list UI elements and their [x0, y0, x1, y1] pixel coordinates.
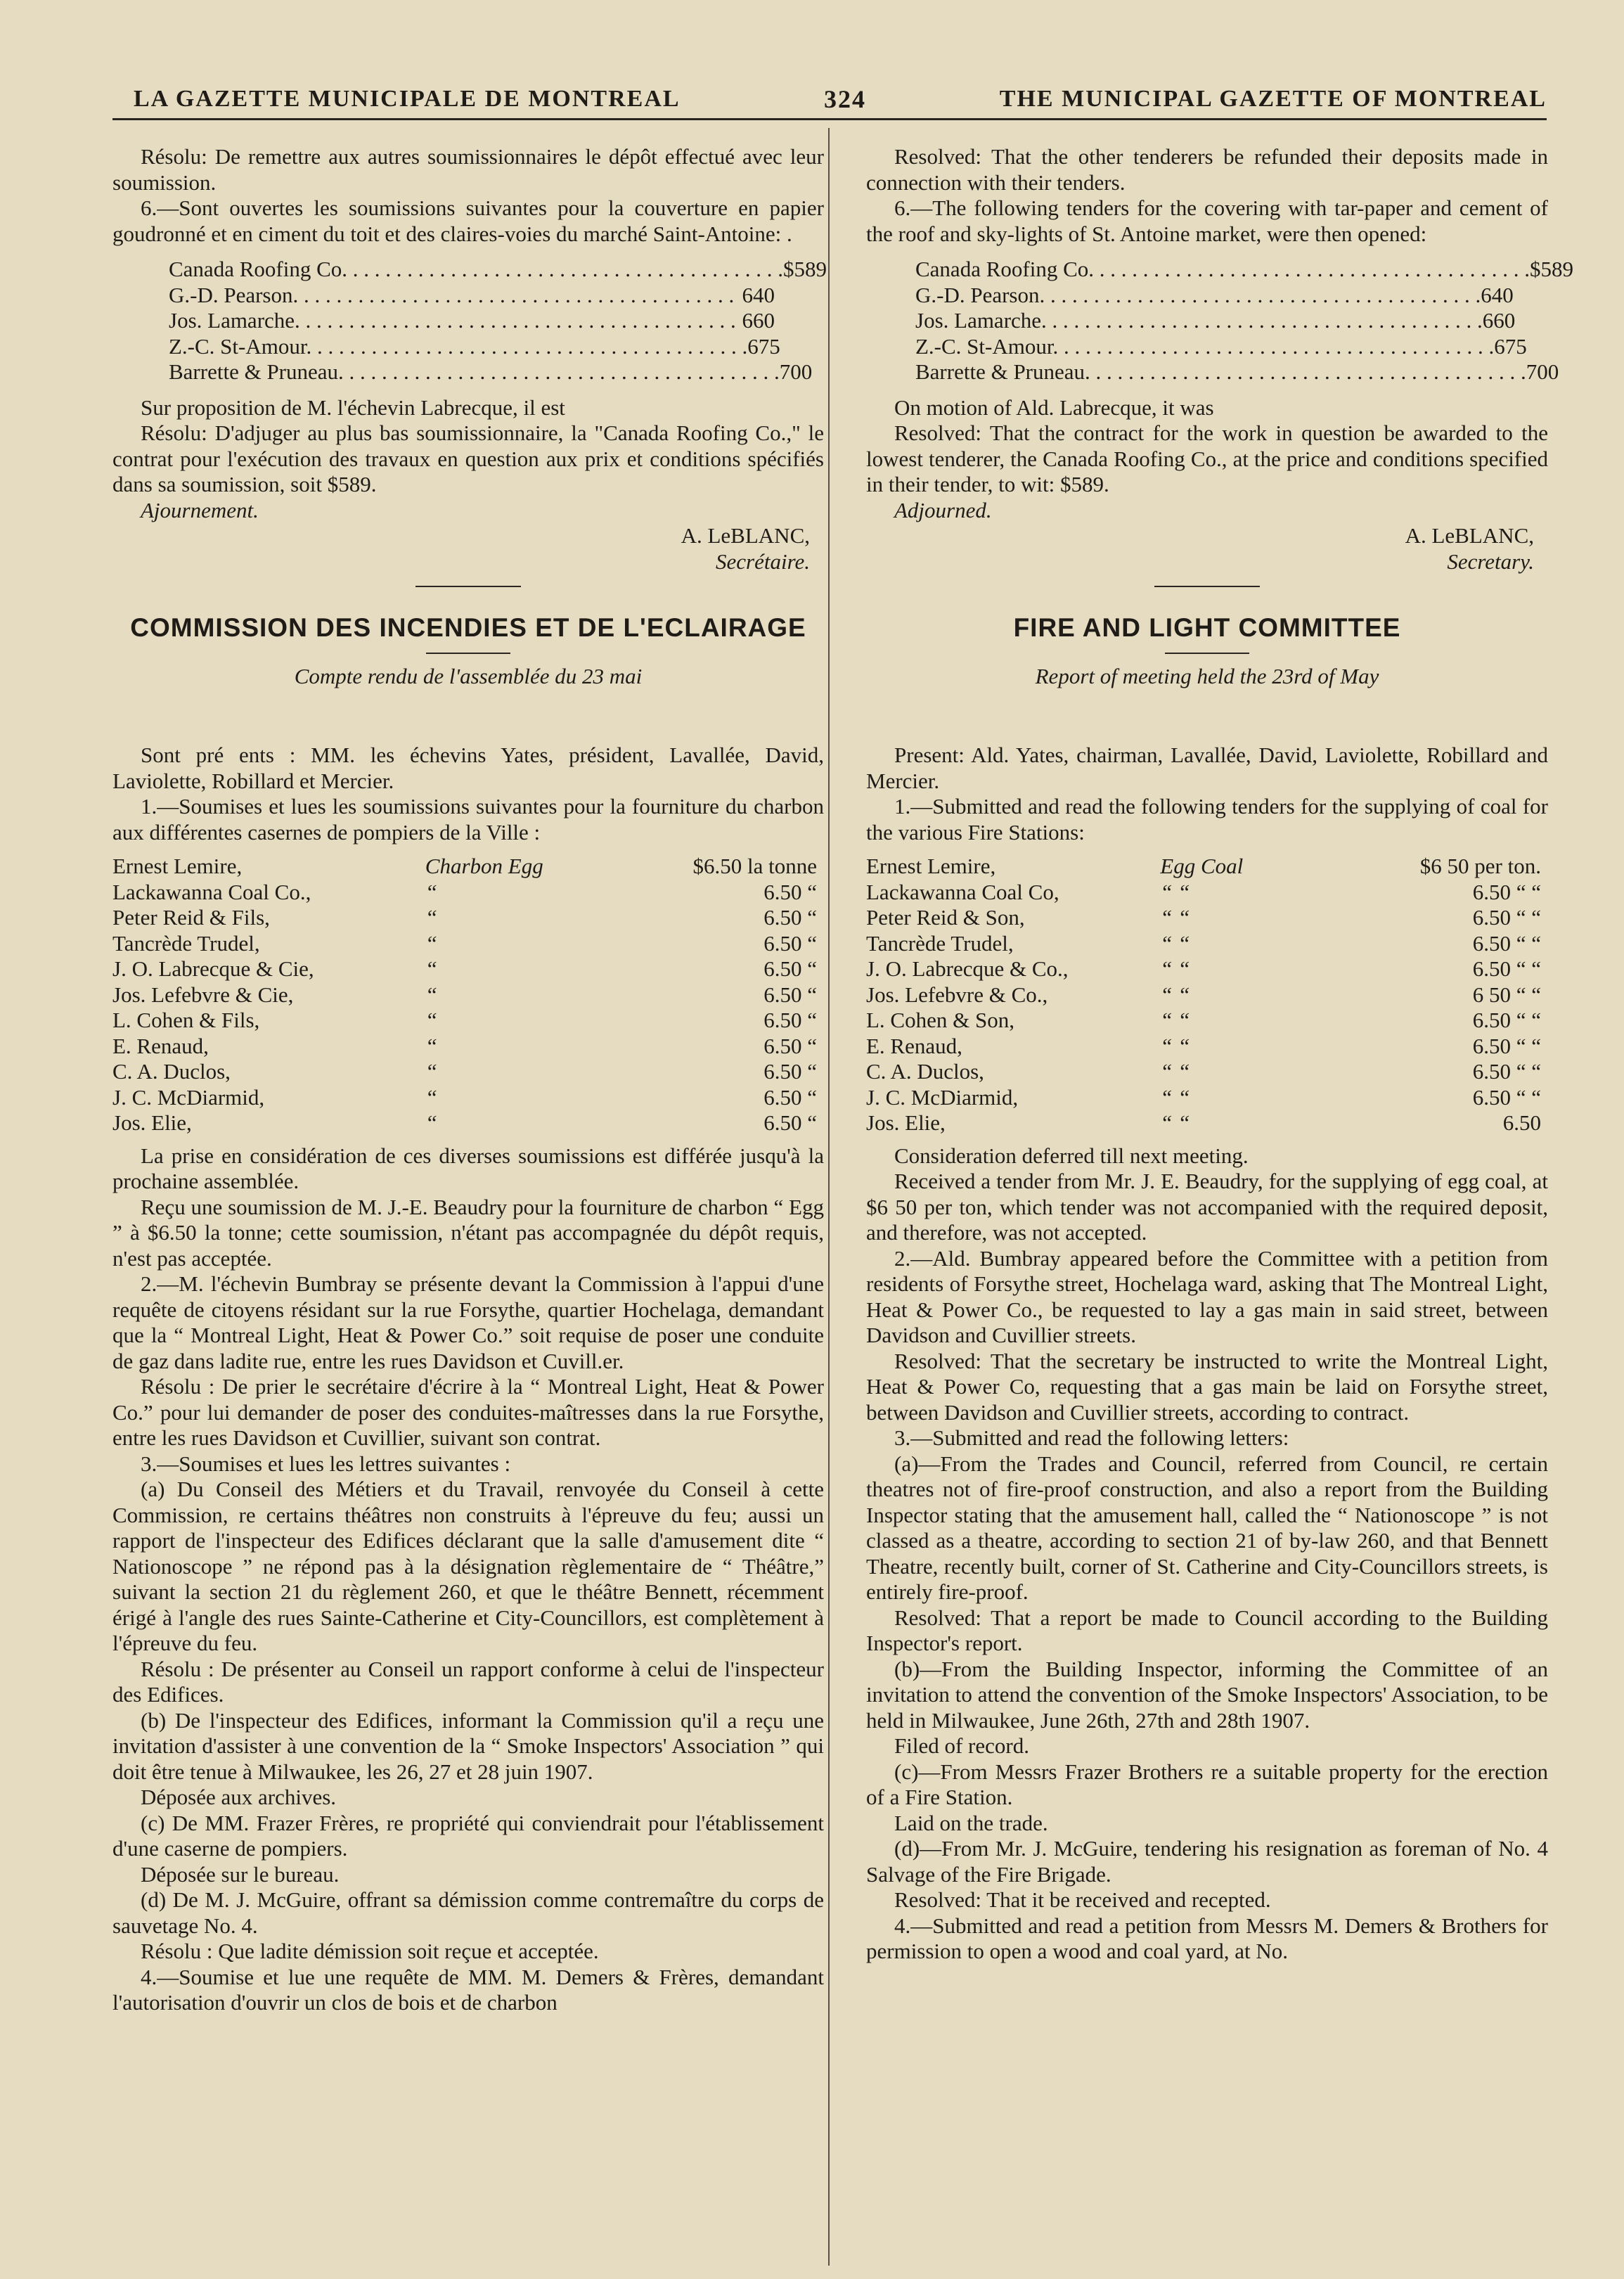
coal-tender-type: “ “	[1160, 956, 1190, 981]
tender-row	[169, 257, 827, 283]
tender-row	[915, 333, 1527, 360]
paragraph: Present: Ald. Yates, chairman, Lavallée, David, Laviolette, Robillard and Mercier.	[866, 743, 1548, 793]
paragraph: Résolu: De remettre aux autres soumissionnaires le dépôt effectué avec leur soumission.	[112, 144, 824, 195]
coal-tender-price: 6.50 “	[763, 1059, 817, 1084]
paragraph: (c) De MM. Frazer Frères, re propriété qui conviendrait pour l'établissement d'une caserne de pompiers.	[112, 1810, 824, 1861]
paragraph: 1.—Submitted and read the following tenders for the supplying of coal for the various Fire Stations:	[866, 794, 1548, 845]
paragraph: Résolu: D'adjuger au plus bas soumissionnaire, la "Canada Roofing Co.," le contrat pour l'exécution des travaux en question aux prix et conditions spécifiés dans sa soumission, soit $589.	[112, 421, 824, 496]
tender-amount: $589	[1530, 257, 1573, 281]
coal-tender-name: J. C. McDiarmid,	[112, 1084, 265, 1110]
coal-tender-type: “	[425, 905, 438, 930]
paragraph: Resolved: That a report be made to Council according to the Building Inspector's report.	[866, 1605, 1548, 1655]
paragraph: Déposée sur le bureau.	[141, 1861, 340, 1887]
paragraph: Filed of record.	[894, 1733, 1029, 1758]
paragraph: Résolu : De présenter au Conseil un rapport conforme à celui de l'inspecteur des Edifices.	[112, 1656, 824, 1707]
coal-tender-name: J. O. Labrecque & Co.,	[866, 956, 1069, 981]
heading-rule	[426, 653, 510, 654]
coal-tender-name: Jos. Lefebvre & Co.,	[866, 982, 1048, 1007]
tender-name: G.-D. Pearson. . . . . . . . . . . . . . . . . . . . . . . . . . . . . . . . . . . . . . . . .	[915, 282, 1481, 307]
coal-tender-name: Lackawanna Coal Co.,	[112, 879, 311, 904]
coal-tender-type: “	[425, 930, 438, 956]
signature-name: A. LeBLANC,	[1405, 523, 1534, 548]
coal-tender-name: Tancrède Trudel,	[112, 930, 260, 956]
coal-tender-name: Jos. Elie,	[866, 1110, 946, 1135]
coal-tender-name: J. C. McDiarmid,	[866, 1084, 1019, 1110]
coal-tender-type: “	[425, 1033, 438, 1058]
coal-tender-name: Tancrède Trudel,	[866, 930, 1014, 956]
paragraph: Sont pré ents : MM. les échevins Yates, président, Lavallée, David, Laviolette, Robillard et Mercier.	[112, 743, 824, 793]
english-column	[866, 144, 1573, 1965]
coal-tender-type: “ “	[1160, 1110, 1190, 1135]
tender-row	[915, 282, 1514, 309]
coal-tender-name: Peter Reid & Fils,	[112, 905, 270, 930]
coal-tender-price: 6.50 “ “	[1472, 1084, 1541, 1110]
section-heading: COMMISSION DES INCENDIES ET DE L'ECLAIRAGE	[130, 613, 806, 642]
paragraph: (a) Du Conseil des Métiers et du Travail, renvoyée du Conseil à cette Commission, re certains théâtres non construits à l'épreuve du feu; aussi un rapport de l'inspecteur des Edifices déclarant que la salle d'amusement dite “ Nationoscope ” ne répond pas à la désignation règlementaire de “ Théâtre,” suivant la section 21 du règlement 260, et que le théâtre Bennett, récemment érigé à l'angle des rues Sainte-Catherine et City-Councillors, est complètement à l'épreuve du feu.	[112, 1477, 824, 1655]
coal-tender-price: $6 50 per ton.	[1419, 854, 1541, 878]
section-subtitle: Report of meeting held the 23rd of May	[1035, 663, 1379, 688]
coal-tender-name: E. Renaud,	[866, 1033, 962, 1058]
tender-amount: 660	[742, 308, 775, 333]
tender-name: Canada Roofing Co. . . . . . . . . . . . . . . . . . . . . . . . . . . . . . . . . . . . . . . . .	[169, 257, 783, 281]
coal-tender-type: “	[425, 956, 438, 981]
roofing-tenders-table	[915, 257, 1573, 385]
coal-tender-name: Peter Reid & Son,	[866, 905, 1025, 930]
paragraph: 2.—M. l'échevin Bumbray se présente devant la Commission à l'appui d'une requête de citoyens résidant sur la rue Forsythe, quartier Hochelaga, demandant que la “ Montreal Light, Heat & Power Co.” soit requise de poser une conduite de gaz dans ladite rue, entre les rues Davidson et Cuvill.er.	[112, 1271, 824, 1373]
paragraph: Reçu une soumission de M. J.-E. Beaudry pour la fourniture de charbon “ Egg ” à $6.50 la tonne; cette soumission, n'étant pas accompagnée du dépôt requis, n'est pas acceptée.	[112, 1194, 824, 1271]
paragraph: 3.—Submitted and read the following letters:	[894, 1425, 1289, 1450]
coal-tender-price: 6.50	[1502, 1110, 1541, 1135]
tender-amount: $589	[783, 257, 827, 281]
paragraph: (d)—From Mr. J. McGuire, tendering his resignation as foreman of No. 4 Salvage of the Fire Brigade.	[866, 1836, 1548, 1887]
paragraph: Résolu : Que ladite démission soit reçue et acceptée.	[141, 1939, 599, 1963]
coal-tender-name: Jos. Elie,	[112, 1110, 192, 1135]
section-subtitle: Compte rendu de l'assemblée du 23 mai	[294, 663, 643, 688]
paragraph: 6.—The following tenders for the covering with tar-paper and cement of the roof and sky-lights of St. Antoine market, were then opened:	[866, 195, 1548, 246]
paragraph: (c)—From Messrs Frazer Brothers re a suitable property for the erection of a Fire Station.	[866, 1759, 1548, 1809]
coal-tender-type: “ “	[1160, 1008, 1190, 1032]
coal-tender-price: 6.50 “ “	[1472, 879, 1541, 904]
paragraph: Resolved: That the other tenderers be refunded their deposits made in connection with their tenders.	[866, 144, 1548, 195]
coal-tender-name: Lackawanna Coal Co,	[866, 879, 1059, 904]
tender-amount: 700	[1526, 359, 1559, 384]
page-header	[112, 79, 1547, 121]
paragraph: Sur proposition de M. l'échevin Labrecque, il est	[141, 394, 565, 420]
paragraph: La prise en considération de ces diverses soumissions est différée jusqu'à la prochaine assemblée.	[112, 1143, 824, 1193]
coal-tender-price: 6.50 “	[763, 879, 817, 904]
coal-tender-type: “	[425, 1008, 438, 1032]
paragraph: Resolved: That the contract for the work in question be awarded to the lowest tenderer, the Canada Roofing Co., at the price and conditions specified in their tender, to wit: $589.	[866, 421, 1548, 496]
tender-row	[915, 308, 1516, 334]
paragraph: On motion of Ald. Labrecque, it was	[894, 394, 1214, 420]
coal-tender-price: 6.50 “	[763, 982, 817, 1007]
coal-tender-price: $6.50 la tonne	[692, 854, 817, 878]
coal-tender-name: L. Cohen & Son,	[866, 1008, 1014, 1032]
coal-tender-price: 6.50 “	[763, 1084, 817, 1110]
page-number: 324	[824, 85, 866, 113]
paragraph: Received a tender from Mr. J. E. Beaudry, for the supplying of egg coal, at $6 50 per ton, which tender was not accompanied with the required deposit, and therefore, was not accepted.	[866, 1169, 1548, 1245]
coal-tender-price: 6.50 “	[763, 956, 817, 981]
tender-name: Z.-C. St-Amour. . . . . . . . . . . . . . . . . . . . . . . . . . . . . . . . . . . . . . . . .	[169, 333, 748, 359]
coal-tender-price: 6.50 “	[763, 1110, 817, 1135]
paragraph: 1.—Soumises et lues les soumissions suivantes pour la fourniture du charbon aux différentes casernes de pompiers de la Ville :	[112, 794, 824, 845]
coal-tender-price: 6.50 “	[763, 1033, 817, 1058]
adjournment: Adjourned.	[894, 497, 992, 522]
column-divider	[828, 128, 830, 2266]
tender-row	[169, 359, 813, 385]
tender-name: Canada Roofing Co. . . . . . . . . . . . . . . . . . . . . . . . . . . . . . . . . . . . . . . . .	[915, 257, 1530, 281]
paragraph: Resolved: That it be received and recepted.	[894, 1887, 1271, 1912]
coal-tenders-table	[112, 854, 824, 1136]
signature-title: Secrétaire.	[716, 548, 810, 574]
header-rule	[112, 118, 1547, 120]
signature-name: A. LeBLANC,	[681, 523, 810, 548]
signature-title: Secretary.	[1447, 548, 1534, 574]
coal-tender-type: “ “	[1160, 879, 1190, 904]
tender-amount: 675	[1494, 333, 1527, 359]
section-separator	[415, 586, 521, 587]
coal-tenders-table	[866, 854, 1548, 1136]
tender-amount: 640	[742, 282, 775, 307]
tender-name: Jos. Lamarche. . . . . . . . . . . . . . . . . . . . . . . . . . . . . . . . . . . . . . . . .	[915, 308, 1483, 333]
coal-tender-name: Ernest Lemire,	[112, 854, 243, 878]
coal-tender-name: E. Renaud,	[112, 1033, 209, 1058]
paragraph: 4.—Soumise et lue une requête de MM. M. Demers & Frères, demandant l'autorisation d'ouvrir un clos de bois et de charbon	[112, 1964, 824, 2015]
coal-tender-type: “ “	[1160, 905, 1190, 930]
coal-tender-type: “	[425, 1110, 438, 1135]
coal-tender-price: 6.50 “	[763, 1008, 817, 1032]
coal-tender-price: 6 50 “ “	[1472, 982, 1541, 1007]
coal-tender-price: 6.50 “ “	[1472, 1059, 1541, 1084]
coal-tender-price: 6.50 “ “	[1472, 1033, 1541, 1058]
coal-tender-name: L. Cohen & Fils,	[112, 1008, 260, 1032]
coal-tender-type: “	[425, 1059, 438, 1084]
coal-tender-type: “	[425, 982, 438, 1007]
coal-tender-type: “ “	[1160, 1084, 1190, 1110]
tender-row	[169, 308, 775, 334]
tender-amount: 660	[1482, 308, 1516, 333]
coal-tender-name: Ernest Lemire,	[866, 854, 996, 878]
paragraph: (d) De M. J. McGuire, offrant sa démission comme contremaître du corps de sauvetage No. 4.	[112, 1887, 824, 1938]
tender-name: Barrette & Pruneau. . . . . . . . . . . . . . . . . . . . . . . . . . . . . . . . . . . . . . . . .	[915, 359, 1526, 384]
coal-tender-price: 6.50 “ “	[1472, 930, 1541, 956]
header-french-title: LA GAZETTE MUNICIPALE DE MONTREAL	[134, 86, 681, 112]
coal-tender-type: “ “	[1160, 982, 1190, 1007]
coal-tender-type: “	[425, 879, 438, 904]
coal-tender-price: 6.50 “ “	[1472, 1008, 1541, 1032]
paragraph: (b) De l'inspecteur des Edifices, informant la Commission qu'il a reçu une invitation d'assister à une convention de la “ Smoke Inspectors' Association ” qui doit être tenue à Milwaukee, les 26, 27 et 28 juin 1907.	[112, 1707, 824, 1784]
tender-row	[169, 283, 775, 309]
tender-name: Jos. Lamarche. . . . . . . . . . . . . . . . . . . . . . . . . . . . . . . . . . . . . . . . .	[169, 308, 736, 333]
paragraph: 4.—Submitted and read a petition from Messrs M. Demers & Brothers for permission to open a wood and coal yard, at No.	[866, 1913, 1548, 1963]
tender-amount: 675	[747, 333, 780, 359]
paragraph: Resolved: That the secretary be instructed to write the Montreal Light, Heat & Power Co, requesting that a gas main be laid on Forsythe street, between Davidson and Cuvillier streets, according to contract.	[866, 1348, 1548, 1425]
paragraph: Résolu : De prier le secrétaire d'écrire à la “ Montreal Light, Heat & Power Co.” pour lui demander de poser des conduites-maîtresses dans la rue Forsythe, entre les rues Davidson et Cuvillier, suivant son contrat.	[112, 1374, 824, 1450]
coal-tender-type: “ “	[1160, 930, 1190, 956]
section-heading: FIRE AND LIGHT COMMITTEE	[1013, 613, 1401, 642]
paragraph: Déposée aux archives.	[141, 1785, 337, 1809]
paragraph: 2.—Ald. Bumbray appeared before the Committee with a petition from residents of Forsythe street, Hochelaga ward, asking that The Montreal Light, Heat & Power Co., be requested to lay a gas main in said street, between Davidson and Cuvillier streets.	[866, 1245, 1548, 1347]
coal-tender-type: “ “	[1160, 1059, 1190, 1084]
heading-rule	[1165, 653, 1249, 654]
tender-name: Barrette & Pruneau. . . . . . . . . . . . . . . . . . . . . . . . . . . . . . . . . . . . . . . . .	[169, 359, 780, 384]
paragraph: Consideration deferred till next meeting.	[894, 1143, 1249, 1168]
coal-tender-name: Jos. Lefebvre & Cie,	[112, 982, 294, 1007]
tender-name: Z.-C. St-Amour. . . . . . . . . . . . . . . . . . . . . . . . . . . . . . . . . . . . . . . . .	[915, 333, 1495, 359]
coal-tender-type: “ “	[1160, 1033, 1190, 1058]
header-english-title: THE MUNICIPAL GAZETTE OF MONTREAL	[999, 86, 1547, 112]
coal-tender-price: 6.50 “	[763, 930, 817, 956]
coal-tender-type: “	[425, 1084, 438, 1110]
paragraph: 3.—Soumises et lues les lettres suivantes :	[141, 1451, 511, 1476]
section-separator	[1154, 586, 1260, 587]
coal-tender-type: Egg Coal	[1160, 854, 1244, 878]
adjournment: Ajournement.	[141, 497, 259, 522]
paragraph: (b)—From the Building Inspector, informing the Committee of an invitation to attend the convention of the Smoke Inspectors' Association, to be held in Milwaukee, June 26th, 27th and 28th 1907.	[866, 1656, 1548, 1733]
tender-row	[915, 359, 1559, 385]
tender-row	[169, 333, 780, 360]
coal-tender-name: J. O. Labrecque & Cie,	[112, 956, 314, 981]
coal-tender-type: Charbon Egg	[425, 854, 543, 878]
paragraph: (a)—From the Trades and Council, referred from Council, re certain theatres not of fire-proof construction, and also a report from the Building Inspector stating that the amusement hall, called the “ Nationoscope ” is not classed as a theatre, according to section 21 of by-law 260, and that Bennett Theatre, recently built, corner of St. Catherine and City-Councillors streets, is entirely fire-proof.	[866, 1451, 1548, 1604]
tender-row	[915, 257, 1573, 283]
tender-amount: 640	[1481, 282, 1514, 307]
tender-name: G.-D. Pearson. . . . . . . . . . . . . . . . . . . . . . . . . . . . . . . . . . . . . . . . .	[169, 282, 735, 307]
coal-tender-price: 6.50 “ “	[1472, 956, 1541, 981]
tender-amount: 700	[779, 359, 813, 384]
coal-tender-name: C. A. Duclos,	[112, 1059, 231, 1084]
roofing-tenders-table	[169, 257, 827, 385]
coal-tender-price: 6.50 “	[763, 905, 817, 930]
coal-tender-name: C. A. Duclos,	[866, 1059, 984, 1084]
paragraph: 6.—Sont ouvertes les soumissions suivantes pour la couverture en papier goudronné et en ciment du toit et des claires-voies du marché Saint-Antoine: .	[112, 195, 824, 246]
coal-tender-price: 6.50 “ “	[1472, 905, 1541, 930]
paragraph: Laid on the trade.	[894, 1810, 1048, 1835]
french-column	[112, 144, 827, 2016]
